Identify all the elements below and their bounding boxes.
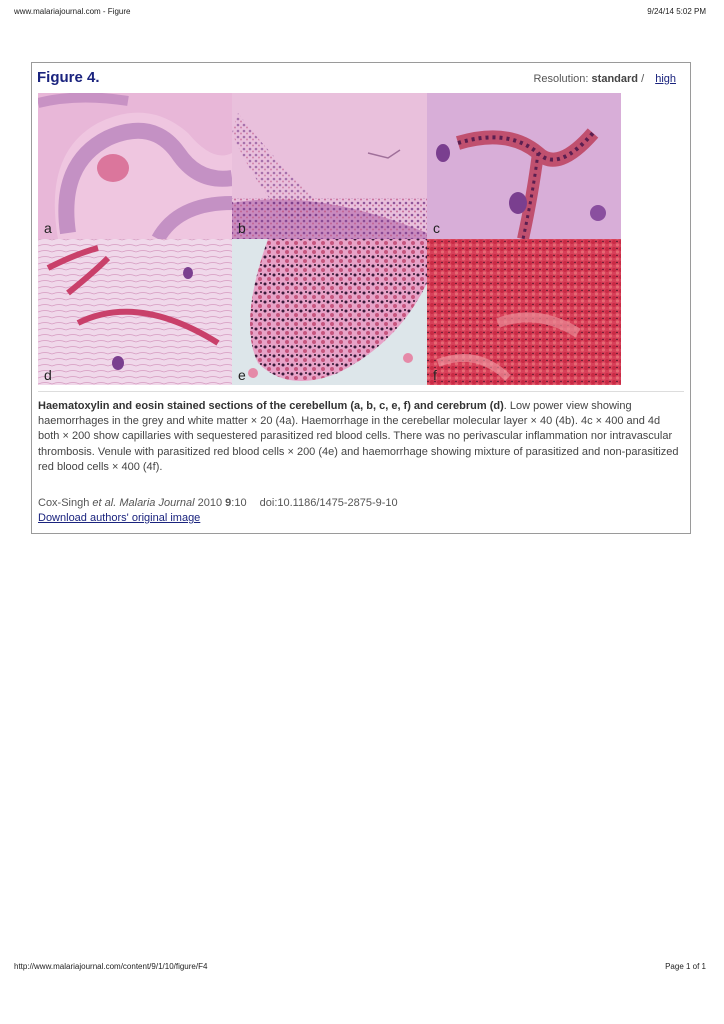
panel-label-f: f — [433, 367, 437, 383]
print-footer — [14, 962, 706, 971]
print-header — [14, 7, 706, 16]
panel-label-c: c — [433, 220, 440, 236]
figure-container — [31, 62, 691, 534]
panel-d-image — [38, 239, 232, 385]
panel-label-b: b — [238, 220, 246, 236]
caption-divider — [38, 391, 684, 392]
figure-title: Figure 4. — [37, 69, 100, 86]
panel-label-a: a — [44, 220, 52, 236]
citation-doi: doi:10.1186/1475-2875-9-10 — [259, 497, 398, 509]
panel-label-e: e — [238, 367, 246, 383]
print-header-datetime: 9/24/14 5:02 PM — [647, 7, 706, 16]
citation-year: 2010 — [197, 497, 223, 509]
citation-etal: et al. — [92, 497, 117, 509]
citation-authors: Cox-Singh — [38, 497, 90, 509]
print-header-url: www.malariajournal.com - Figure — [14, 7, 131, 16]
panel-f-image — [427, 239, 621, 385]
panel-e-image — [232, 239, 427, 385]
panel-a-image — [38, 93, 232, 239]
caption-text: . Low power view showing haemorrhages in the grey and white matter × 20 (4a). Haemorrhage in the cerebellar molecular layer × 40 (4b). 4c × 400 and 4d both × 200 show capillaries with sequestered parasitized red blood cells. There was no perivascular inflammation nor intravascular thrombosis. Venule with parasitized red blood cells × 200 (4e) and haemorrhage showing mixture of parasitized and non-parasitized red blood cells × 400 (4f). — [38, 400, 679, 473]
print-footer-url: http://www.malariajournal.com/content/9/1/10/figure/F4 — [14, 962, 208, 971]
panel-b-image — [232, 93, 427, 239]
figure-caption — [38, 399, 680, 475]
figure-image[interactable] — [38, 93, 621, 385]
citation-volume: 9 — [225, 497, 232, 509]
histology-panels — [38, 93, 621, 385]
panel-c-image — [427, 93, 621, 239]
resolution-separator: / — [641, 73, 645, 85]
panel-label-d: d — [44, 367, 52, 383]
resolution-high-link[interactable]: high — [655, 73, 676, 85]
resolution-current: standard — [591, 73, 639, 85]
resolution-label: Resolution: — [533, 73, 589, 85]
download-original-link[interactable]: Download authors' original image — [38, 512, 201, 524]
citation-pages: :10 — [231, 497, 247, 509]
citation-journal: Malaria Journal — [119, 497, 195, 509]
citation — [38, 497, 398, 509]
print-footer-page: Page 1 of 1 — [665, 962, 706, 971]
caption-bold: Haematoxylin and eosin stained sections of the cerebellum (a, b, c, e, f) and cerebrum (d) — [38, 400, 504, 412]
resolution-selector — [533, 73, 676, 85]
